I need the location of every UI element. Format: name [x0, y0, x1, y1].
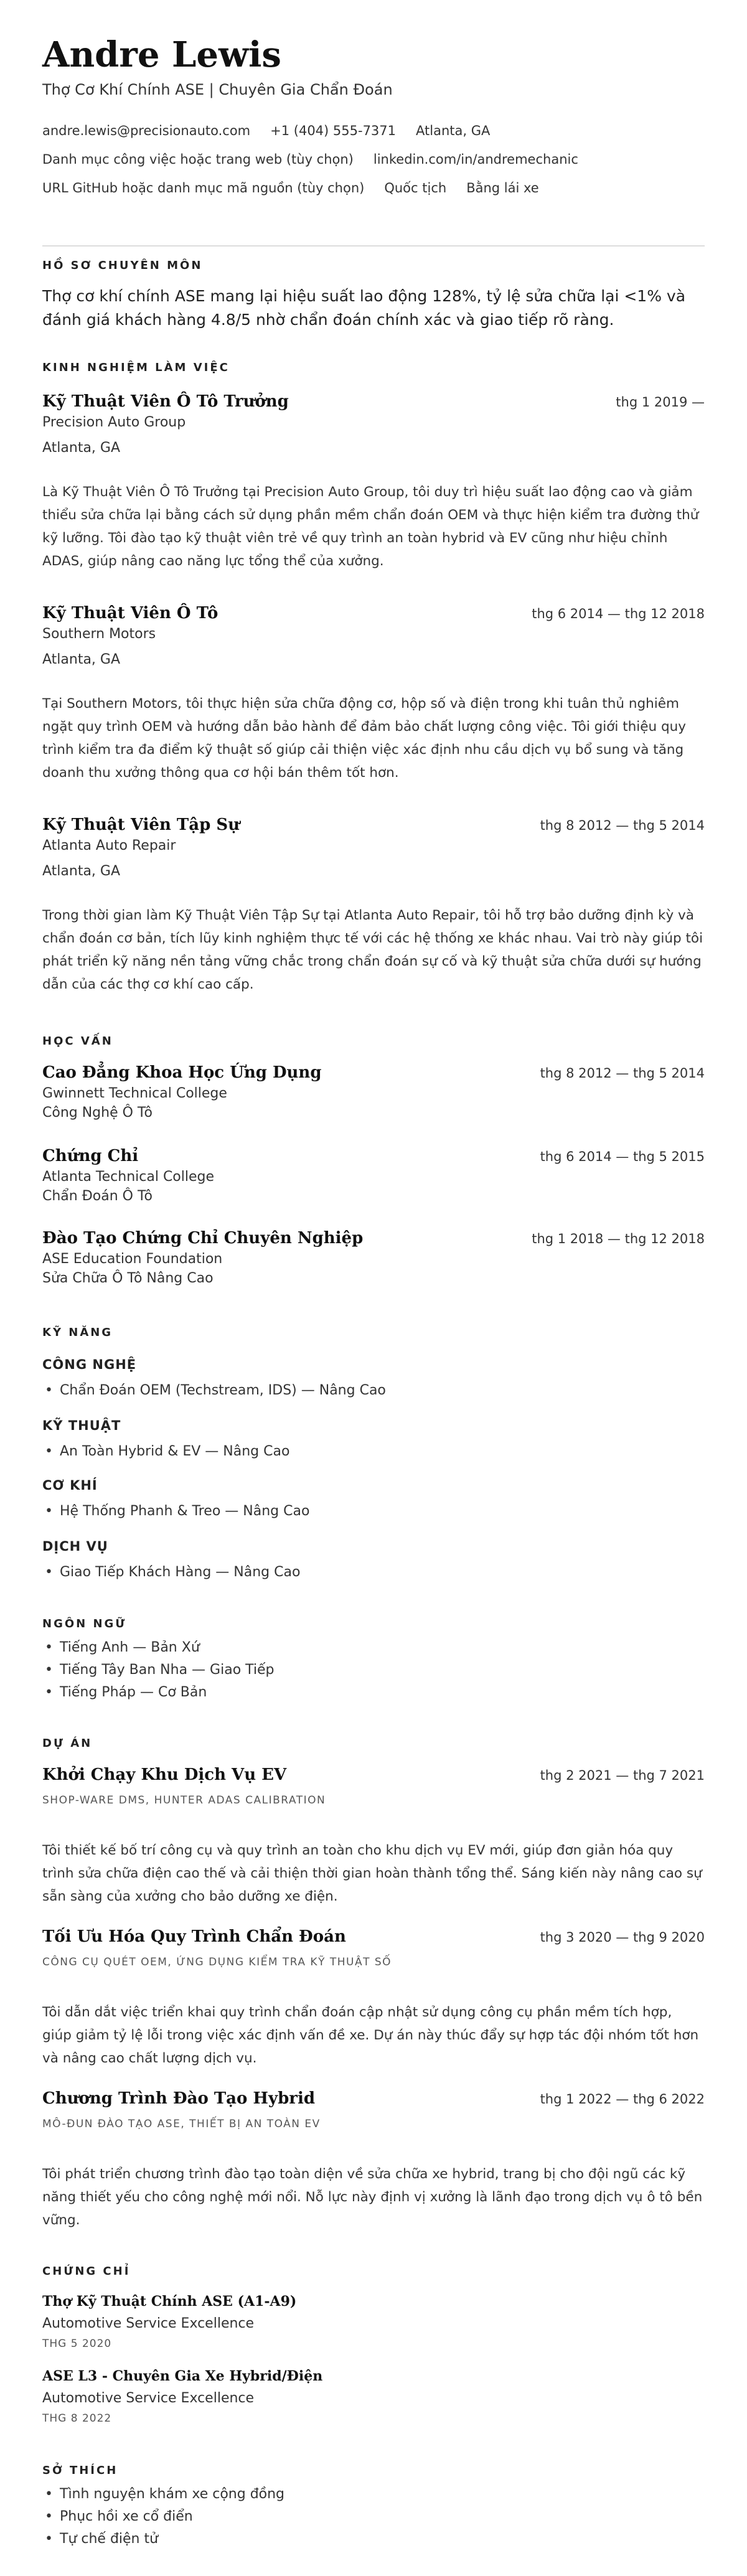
certification-entry — [42, 2293, 705, 2350]
field-of-study: Công Nghệ Ô Tô — [42, 1105, 153, 1121]
job-title: Kỹ Thuật Viên Ô Tô — [42, 604, 218, 623]
section-title: KINH NGHIỆM LÀM VIỆC — [42, 361, 230, 374]
job-entry — [42, 604, 705, 784]
summary-text: Thợ cơ khí chính ASE mang lại hiệu suất lao động 128%, tỷ lệ sửa chữa lại <1% và đánh giá khách hàng 4.8/5 nhờ chẩn đoán chính xác và giao tiếp rõ ràng. — [42, 287, 686, 329]
job-company: Atlanta Auto Repair — [42, 838, 176, 853]
education-entry — [42, 1229, 705, 1286]
skill-item: • An Toàn Hybrid & EV — Nâng Cao — [42, 1441, 705, 1463]
project-title: Tối Ưu Hóa Quy Trình Chẩn Đoán — [42, 1927, 346, 1946]
skill-item: • Hệ Thống Phanh & Treo — Nâng Cao — [42, 1500, 705, 1523]
nationality-text: Quốc tịch — [384, 181, 447, 195]
job-entry — [42, 392, 705, 573]
project-title: Khởi Chạy Khu Dịch Vụ EV — [42, 1765, 287, 1784]
certification-entry — [42, 2368, 705, 2425]
languages-section — [42, 1617, 705, 1704]
projects-section — [42, 1737, 705, 1750]
project-date: thg 2 2021 — thg 7 2021 — [540, 1768, 705, 1783]
skill-category-name: KỸ THUẬT — [42, 1418, 121, 1433]
project-entry — [42, 1927, 705, 2070]
section-title: HỌC VẤN — [42, 1035, 113, 1048]
candidate-headline: Thợ Cơ Khí Chính ASE | Chuyên Gia Chẩn Đoán — [42, 80, 393, 98]
linkedin-link[interactable]: linkedin.com/in/andremechanic — [373, 152, 578, 167]
interest-item: • Tự chế điện tử — [42, 2528, 705, 2550]
skills-section — [42, 1326, 705, 1339]
experience-section — [42, 361, 705, 374]
section-title: CHỨNG CHỈ — [42, 2265, 131, 2278]
certification-issuer: Automotive Service Excellence — [42, 2316, 255, 2331]
education-date: thg 8 2012 — thg 5 2014 — [540, 1066, 705, 1081]
section-title: HỒ SƠ CHUYÊN MÔN — [42, 259, 203, 272]
contact-row — [42, 121, 705, 141]
phone-text: +1 (404) 555-7371 — [270, 123, 397, 138]
skill-item: • Chẩn Đoán OEM (Techstream, IDS) — Nâng Cao — [42, 1380, 705, 1402]
education-date: thg 1 2018 — thg 12 2018 — [532, 1231, 705, 1246]
degree-title: Chứng Chỉ — [42, 1147, 139, 1165]
project-date: thg 1 2022 — thg 6 2022 — [540, 2092, 705, 2107]
project-entry — [42, 1765, 705, 1908]
project-entry — [42, 2089, 705, 2232]
header-divider — [42, 245, 705, 247]
interests-section — [42, 2464, 705, 2550]
skill-category-name: CƠ KHÍ — [42, 1478, 98, 1493]
portfolio-link[interactable]: Danh mục công việc hoặc trang web (tùy chọn) — [42, 152, 354, 167]
project-technologies: MÔ-ĐUN ĐÀO TẠO ASE, THIẾT BỊ AN TOÀN EV — [42, 2118, 321, 2130]
job-company: Precision Auto Group — [42, 415, 186, 430]
education-date: thg 6 2014 — thg 5 2015 — [540, 1149, 705, 1164]
section-title: SỞ THÍCH — [42, 2464, 118, 2477]
education-section — [42, 1035, 705, 1048]
email-link[interactable]: andre.lewis@precisionauto.com — [42, 123, 251, 138]
section-title: NGÔN NGỮ — [42, 1617, 127, 1630]
job-location: Atlanta, GA — [42, 652, 121, 667]
job-company: Southern Motors — [42, 626, 156, 642]
contact-row — [42, 178, 705, 198]
job-date: thg 6 2014 — thg 12 2018 — [532, 606, 705, 621]
location-text: Atlanta, GA — [416, 123, 491, 138]
certification-issuer: Automotive Service Excellence — [42, 2390, 255, 2406]
job-location: Atlanta, GA — [42, 440, 121, 456]
certification-date: THG 5 2020 — [42, 2338, 112, 2350]
education-entry — [42, 1147, 705, 1204]
driving-license-text: Bằng lái xe — [466, 181, 539, 195]
job-entry — [42, 816, 705, 996]
school-name: Atlanta Technical College — [42, 1169, 215, 1185]
project-title: Chương Trình Đào Tạo Hybrid — [42, 2089, 316, 2108]
degree-title: Cao Đẳng Khoa Học Ứng Dụng — [42, 1063, 322, 1082]
school-name: ASE Education Foundation — [42, 1251, 223, 1267]
section-title: KỸ NĂNG — [42, 1326, 113, 1339]
project-technologies: CÔNG CỤ QUÉT OEM, ỨNG DỤNG KIỂM TRA KỸ THUẬT SỐ — [42, 1956, 392, 1968]
job-description: Là Kỹ Thuật Viên Ô Tô Trưởng tại Precision Auto Group, tôi duy trì hiệu suất lao động cao và giảm thiểu sửa chữa lại bằng cách sử dụng phần mềm chẩn đoán OEM và thực hiện kiểm tra đường thử kỹ lưỡng. Tôi đào tạo kỹ thuật viên trẻ về quy trình an toàn hybrid và EV cũng như hiệu chỉnh ADAS, giúp nâng cao năng lực tổng thể của xưởng. — [42, 484, 699, 569]
summary-section — [42, 259, 705, 332]
github-link[interactable]: URL GitHub hoặc danh mục mã nguồn (tùy chọn) — [42, 181, 365, 195]
skill-item: • Giao Tiếp Khách Hàng — Nâng Cao — [42, 1561, 705, 1584]
job-description: Trong thời gian làm Kỹ Thuật Viên Tập Sự tại Atlanta Auto Repair, tôi hỗ trợ bảo dưỡng định kỳ và chẩn đoán cơ bản, tích lũy kinh nghiệm thực tế với các hệ thống xe khác nhau. Vai trò này giúp tôi phát triển kỹ năng nền tảng vững chắc trong chẩn đoán sự cố và kỹ thuật sửa chữa dưới sự hướng dẫn của các thợ cơ khí cao cấp. — [42, 908, 703, 992]
job-date: thg 1 2019 — — [616, 395, 705, 410]
skill-category — [42, 1478, 705, 1523]
language-item: • Tiếng Pháp — Cơ Bản — [42, 1681, 705, 1704]
skill-category — [42, 1357, 705, 1402]
project-description: Tôi thiết kế bố trí công cụ và quy trình an toàn cho khu dịch vụ EV mới, giúp đơn giản hóa quy trình sửa chữa điện cao thế và cải thiện thời gian hoàn thành tổng thể. Sáng kiến này nâng cao sự sẵn sàng của xưởng cho bảo dưỡng xe điện. — [42, 1843, 702, 1904]
school-name: Gwinnett Technical College — [42, 1086, 227, 1101]
certification-title: ASE L3 - Chuyên Gia Xe Hybrid/Điện — [42, 2368, 323, 2384]
field-of-study: Sửa Chữa Ô Tô Nâng Cao — [42, 1271, 214, 1286]
interest-item: • Tình nguyện khám xe cộng đồng — [42, 2483, 705, 2506]
certification-date: THG 8 2022 — [42, 2412, 112, 2425]
skill-category-name: DỊCH VỤ — [42, 1539, 108, 1554]
certification-title: Thợ Kỹ Thuật Chính ASE (A1-A9) — [42, 2293, 297, 2310]
degree-title: Đào Tạo Chứng Chỉ Chuyên Nghiệp — [42, 1229, 364, 1248]
field-of-study: Chẩn Đoán Ô Tô — [42, 1188, 153, 1204]
project-description: Tôi dẫn dắt việc triển khai quy trình chẩn đoán cập nhật sử dụng công cụ phần mềm tích hợp, giúp giảm tỷ lệ lỗi trong việc xác định vấn đề xe. Dự án này thúc đẩy sự hợp tác đội nhóm tốt hơn và nâng cao chất lượng dịch vụ. — [42, 2005, 699, 2066]
section-title: DỰ ÁN — [42, 1737, 93, 1750]
project-date: thg 3 2020 — thg 9 2020 — [540, 1930, 705, 1945]
language-item: • Tiếng Tây Ban Nha — Giao Tiếp — [42, 1659, 705, 1681]
candidate-name: Andre Lewis — [42, 34, 281, 75]
contact-info — [42, 121, 705, 207]
resume-header — [42, 36, 705, 98]
job-date: thg 8 2012 — thg 5 2014 — [540, 818, 705, 833]
language-item: • Tiếng Anh — Bản Xứ — [42, 1637, 705, 1659]
project-description: Tôi phát triển chương trình đào tạo toàn diện về sửa chữa xe hybrid, trang bị cho đội ngũ các kỹ năng thiết yếu cho công nghệ mới nổi. Nỗ lực này định vị xưởng là lãnh đạo trong dịch vụ ô tô bền vững. — [42, 2166, 703, 2228]
interest-item: • Phục hồi xe cổ điển — [42, 2506, 705, 2528]
job-location: Atlanta, GA — [42, 863, 121, 879]
skill-category — [42, 1418, 705, 1463]
job-description: Tại Southern Motors, tôi thực hiện sửa chữa động cơ, hộp số và điện trong khi tuân thủ nghiêm ngặt quy trình OEM và hướng dẫn bảo hành để đảm bảo chất lượng công việc. Tôi giới thiệu quy trình kiểm tra đa điểm kỹ thuật số giúp cải thiện việc xác định nhu cầu dịch vụ bổ sung và tăng doanh thu xưởng thông qua cơ hội bán thêm tốt hơn. — [42, 696, 686, 781]
certifications-section — [42, 2265, 705, 2278]
job-title: Kỹ Thuật Viên Ô Tô Trưởng — [42, 392, 289, 411]
education-entry — [42, 1063, 705, 1121]
job-title: Kỹ Thuật Viên Tập Sự — [42, 816, 240, 834]
project-technologies: SHOP-WARE DMS, HUNTER ADAS CALIBRATION — [42, 1794, 326, 1807]
skill-category-name: CÔNG NGHỆ — [42, 1357, 137, 1372]
contact-row — [42, 149, 705, 169]
skill-category — [42, 1539, 705, 1584]
